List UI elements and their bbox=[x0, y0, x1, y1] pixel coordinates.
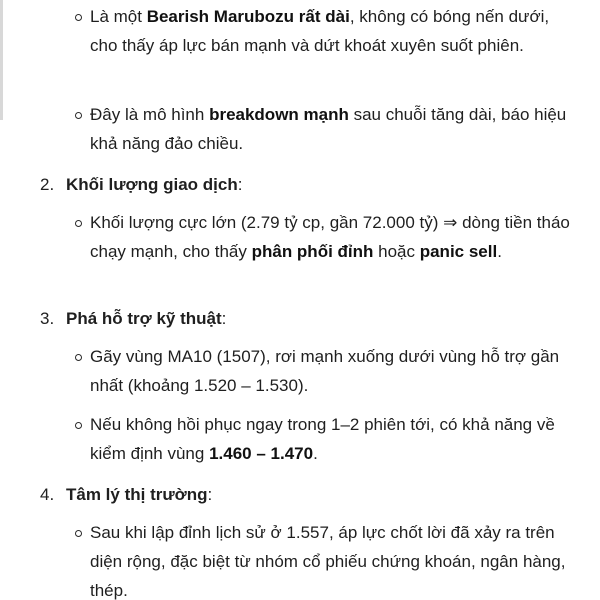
text-run: hoặc bbox=[373, 242, 420, 261]
text-run: Nếu không hồi phục ngay trong 1–2 phiên tới, có khả năng về kiểm định vùng bbox=[90, 415, 555, 463]
text-run-bold: panic sell bbox=[419, 242, 498, 261]
list-item bbox=[90, 518, 580, 600]
list-item bbox=[90, 410, 580, 468]
section-heading bbox=[40, 304, 226, 333]
text-run: . bbox=[313, 444, 318, 463]
list-item bbox=[90, 2, 580, 60]
section-title: Khối lượng giao dịch bbox=[66, 175, 238, 194]
bullet-marker bbox=[75, 220, 82, 227]
text-run-bold: phân phối đỉnh bbox=[251, 242, 374, 261]
bullet-marker bbox=[75, 112, 82, 119]
section-number: 2. bbox=[40, 175, 55, 194]
text-run-bold: Bearish Marubozu rất dài bbox=[146, 7, 350, 26]
list-item bbox=[90, 100, 580, 158]
text-run: . bbox=[497, 242, 502, 261]
section-number: 4. bbox=[40, 485, 55, 504]
list-item bbox=[90, 342, 580, 400]
bullet-marker bbox=[75, 14, 82, 21]
section-heading bbox=[40, 480, 212, 509]
text-run: Là một bbox=[90, 7, 147, 26]
text-run-bold: 1.460 – 1.470 bbox=[209, 444, 314, 463]
bullet-marker bbox=[75, 422, 82, 429]
text-run: Khối lượng cực lớn (2.79 tỷ cp, gần 72.000 tỷ) ⇒ dòng tiền tháo chạy mạnh, cho thấy bbox=[90, 213, 570, 261]
text-run: sau chuỗi tăng dài, báo hiệu khả năng đảo chiều. bbox=[90, 105, 567, 153]
text-run: Gãy vùng MA10 (1507), rơi mạnh xuống dưới vùng hỗ trợ gần nhất (khoảng 1.520 – 1.530). bbox=[90, 347, 560, 395]
section-suffix: : bbox=[207, 485, 213, 504]
bullet-marker bbox=[75, 354, 82, 361]
section-title: Phá hỗ trợ kỹ thuật bbox=[66, 309, 222, 328]
text-run: , không có bóng nến dưới, cho thấy áp lực bán mạnh và dứt khoát xuyên suốt phiên. bbox=[90, 7, 550, 55]
bullet-marker bbox=[75, 530, 82, 537]
text-run: Sau khi lập đỉnh lịch sử ở 1.557, áp lực chốt lời đã xảy ra trên diện rộng, đặc biệt từ nhóm cổ phiếu chứng khoán, ngân hàng, thép. bbox=[90, 523, 566, 600]
section-suffix: : bbox=[237, 175, 243, 194]
list-item bbox=[90, 208, 580, 266]
section-number: 3. bbox=[40, 309, 55, 328]
section-suffix: : bbox=[221, 309, 227, 328]
section-heading bbox=[40, 170, 242, 199]
text-run: Đây là mô hình bbox=[90, 105, 210, 124]
text-run-bold: breakdown mạnh bbox=[209, 105, 349, 124]
section-title: Tâm lý thị trường bbox=[66, 485, 208, 504]
